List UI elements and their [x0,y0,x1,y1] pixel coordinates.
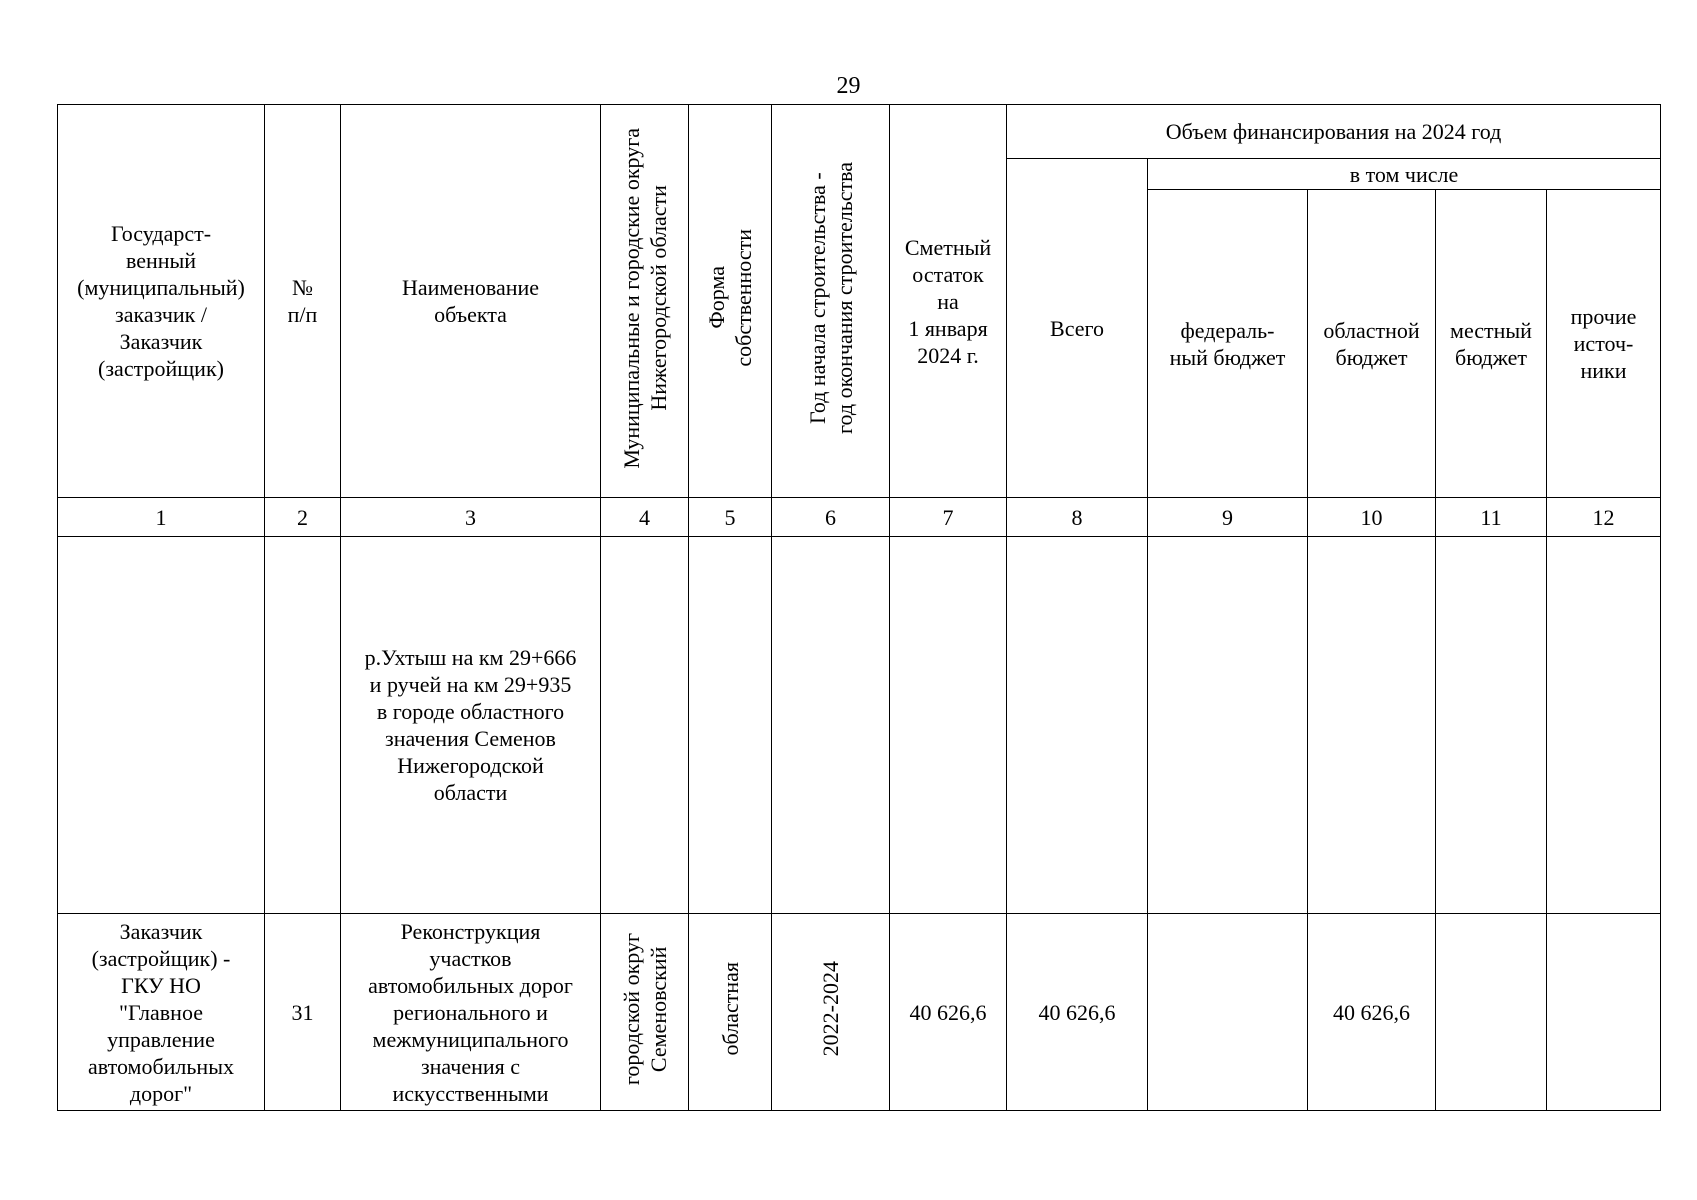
column-number: 2 [265,498,341,537]
investment-table [57,104,1661,1111]
header-ownership-form: Форма собственности [689,105,772,498]
column-number: 7 [890,498,1007,537]
header-other-sources: прочие источ- ники [1547,190,1661,498]
cell-other [1547,914,1661,1111]
column-number: 9 [1148,498,1308,537]
cell-object-name: Реконструкция участков автомобильных дорог регионального и межмуниципального значения с искусственными [341,914,601,1111]
cell-federal [1148,537,1308,914]
cell-district: городской округ Семеновский [601,914,689,1111]
table-row [58,537,1661,914]
cell-local [1436,914,1547,1111]
column-number: 5 [689,498,772,537]
header-regional-budget: областной бюджет [1308,190,1436,498]
cell-regional [1308,537,1436,914]
cell-ownership [689,537,772,914]
column-number: 10 [1308,498,1436,537]
cell-customer [58,537,265,914]
column-numbers-row [58,498,1661,537]
cell-regional: 40 626,6 [1308,914,1436,1111]
cell-ownership: областная [689,914,772,1111]
column-number: 11 [1436,498,1547,537]
column-number: 3 [341,498,601,537]
header-estimate-remaining: Сметный остаток на 1 января 2024 г. [890,105,1007,498]
cell-number: 31 [265,914,341,1111]
header-object-name: Наименование объекта [341,105,601,498]
header-funding-title: Объем финансирования на 2024 год [1007,105,1661,159]
cell-local [1436,537,1547,914]
column-number: 12 [1547,498,1661,537]
cell-federal [1148,914,1308,1111]
header-municipal-districts: Муниципальные и городские округа Нижегородской области [601,105,689,498]
cell-years [772,537,890,914]
cell-years: 2022-2024 [772,914,890,1111]
column-number: 1 [58,498,265,537]
column-number: 6 [772,498,890,537]
page-number: 29 [836,73,861,99]
header-customer: Государст- венный (муниципальный) заказчик / Заказчик (застройщик) [58,105,265,498]
column-number: 8 [1007,498,1148,537]
cell-estimate-remaining: 40 626,6 [890,914,1007,1111]
cell-customer: Заказчик (застройщик) - ГКУ НО "Главное управление автомобильных дорог" [58,914,265,1111]
cell-district [601,537,689,914]
cell-total [1007,537,1148,914]
cell-estimate-remaining [890,537,1007,914]
header-local-budget: местный бюджет [1436,190,1547,498]
cell-number [265,537,341,914]
header-total: Всего [1007,159,1148,498]
header-row-1 [58,105,1661,159]
header-federal-budget: федераль- ный бюджет [1148,190,1308,498]
column-number: 4 [601,498,689,537]
cell-object-name: р.Ухтыш на км 29+666 и ручей на км 29+935 в городе областного значения Семенов Нижегородской области [341,537,601,914]
cell-total: 40 626,6 [1007,914,1148,1111]
table-row [58,914,1661,1111]
header-including: в том числе [1148,159,1661,190]
cell-other [1547,537,1661,914]
header-number: № п/п [265,105,341,498]
header-construction-years: Год начала строительства - год окончания строительства [772,105,890,498]
